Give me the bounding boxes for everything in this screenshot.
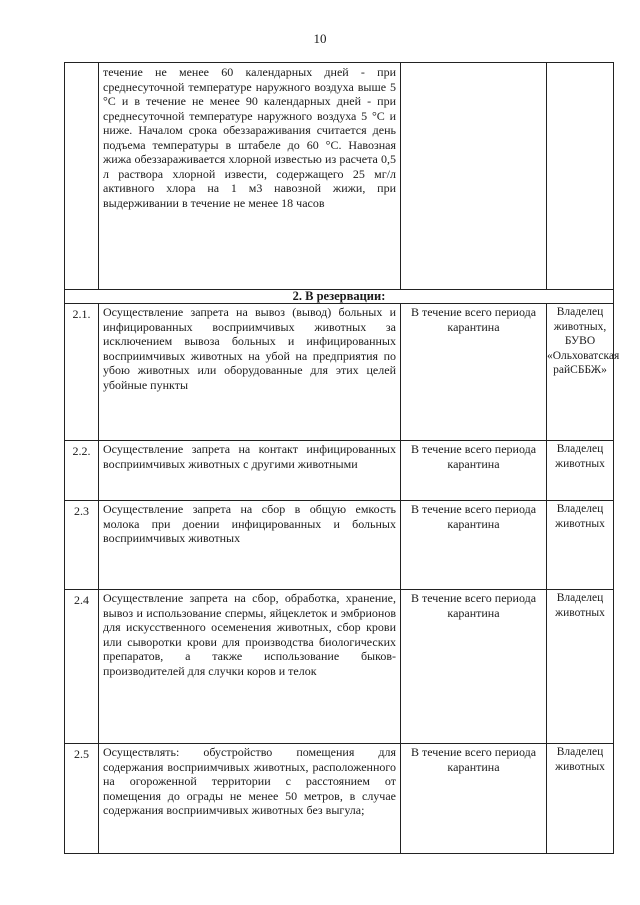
term-cell	[401, 63, 547, 289]
row-number-cell	[65, 63, 99, 289]
measure-cell	[99, 63, 401, 289]
responsible-cell	[547, 440, 613, 500]
responsible-text: Владелец животных	[555, 503, 605, 530]
term-text: В течение всего периода карантина	[410, 745, 537, 774]
responsible-text: Владелец животных	[555, 443, 605, 470]
row-number-cell	[65, 303, 99, 440]
measure-cell	[99, 500, 401, 589]
row-number-cell	[65, 500, 99, 589]
table-row	[65, 63, 613, 290]
measures-table	[64, 62, 620, 854]
row-number-cell	[65, 440, 99, 500]
measure-cell	[99, 743, 401, 853]
measure-cell	[99, 440, 401, 500]
responsible-cell	[547, 303, 620, 440]
table-row	[65, 440, 613, 501]
row-number: 2.5	[74, 747, 89, 761]
table-row	[65, 589, 613, 744]
responsible-text	[547, 63, 613, 65]
measure-cell	[99, 589, 401, 743]
row-number-cell	[65, 589, 99, 743]
responsible-text: Владелец животных, БУВО «Ольховатская райСББЖ»	[547, 306, 620, 376]
term-text: В течение всего периода карантина	[410, 442, 537, 471]
measure-text: Осуществление запрета на контакт инфицированных восприимчивых животных с другими животными	[103, 442, 396, 471]
measure-cell	[99, 303, 401, 440]
table-row	[65, 303, 620, 441]
section-title: 2. В резервации:	[292, 289, 386, 303]
measure-text: Осуществление запрета на вывоз (вывод) больных и инфицированных восприимчивых животных за исключением вывоза больных и инфицированных восприимчивых животных на убой на предприятия по убою животных или оборудованные для этих целей убойные пункты	[103, 305, 396, 392]
term-text	[401, 63, 546, 65]
term-cell	[401, 440, 547, 500]
responsible-cell	[547, 500, 613, 589]
term-cell	[401, 743, 547, 853]
row-number: 2.2.	[72, 444, 91, 458]
measure-text: Осуществлять: обустройство помещения для содержания восприимчивых животных, расположенного на огороженной территории с расстоянием от помещения до ограды не менее 50 метров, в случае содержания восприимчивых животных без выгула;	[103, 745, 396, 817]
row-number: 2.4	[74, 593, 89, 607]
term-cell	[401, 500, 547, 589]
row-number-cell	[65, 743, 99, 853]
responsible-cell	[547, 589, 613, 743]
term-text: В течение всего периода карантина	[410, 502, 537, 531]
responsible-text: Владелец животных	[555, 592, 605, 619]
responsible-cell	[547, 743, 613, 853]
page-number: 10	[313, 31, 327, 46]
table-row	[65, 743, 613, 853]
table-row	[65, 500, 613, 590]
term-text: В течение всего периода карантина	[410, 591, 537, 620]
row-number: 2.1.	[72, 307, 91, 321]
measure-text: Осуществление запрета на сбор в общую емкость молока при доении инфицированных и больных восприимчивых животных	[103, 502, 396, 545]
row-number: 2.3	[74, 504, 89, 518]
responsible-text: Владелец животных	[555, 746, 605, 773]
term-text: В течение всего периода карантина	[410, 305, 537, 334]
measure-text: течение не менее 60 календарных дней - при среднесуточной температуре наружного воздуха выше 5 °С и в течение не менее 90 календарных дней - при среднесуточной температуре наружного воздуха 5 °С и ниже. Началом срока обеззараживания считается день подъема температуры в штабеле до 60 °С. Навозная жижа обеззараживается хлорной известью из расчета 0,5 л раствора хлорной извести, содержащего 25 мг/л активного хлора на 1 м3 навозной жижи, при выдерживании в течение не менее 18 часов	[103, 65, 396, 210]
term-cell	[401, 303, 547, 440]
measure-text: Осуществление запрета на сбор, обработка, хранение, вывоз и использование спермы, яйцеклеток и эмбрионов для искусственного осеменения животных, сбор крови или сыворотки крови для производства биологических препаратов, а также использование быков-производителей для случки коров и телок	[103, 591, 396, 678]
term-cell	[401, 589, 547, 743]
section-header-row	[65, 289, 613, 304]
responsible-cell	[547, 63, 613, 289]
